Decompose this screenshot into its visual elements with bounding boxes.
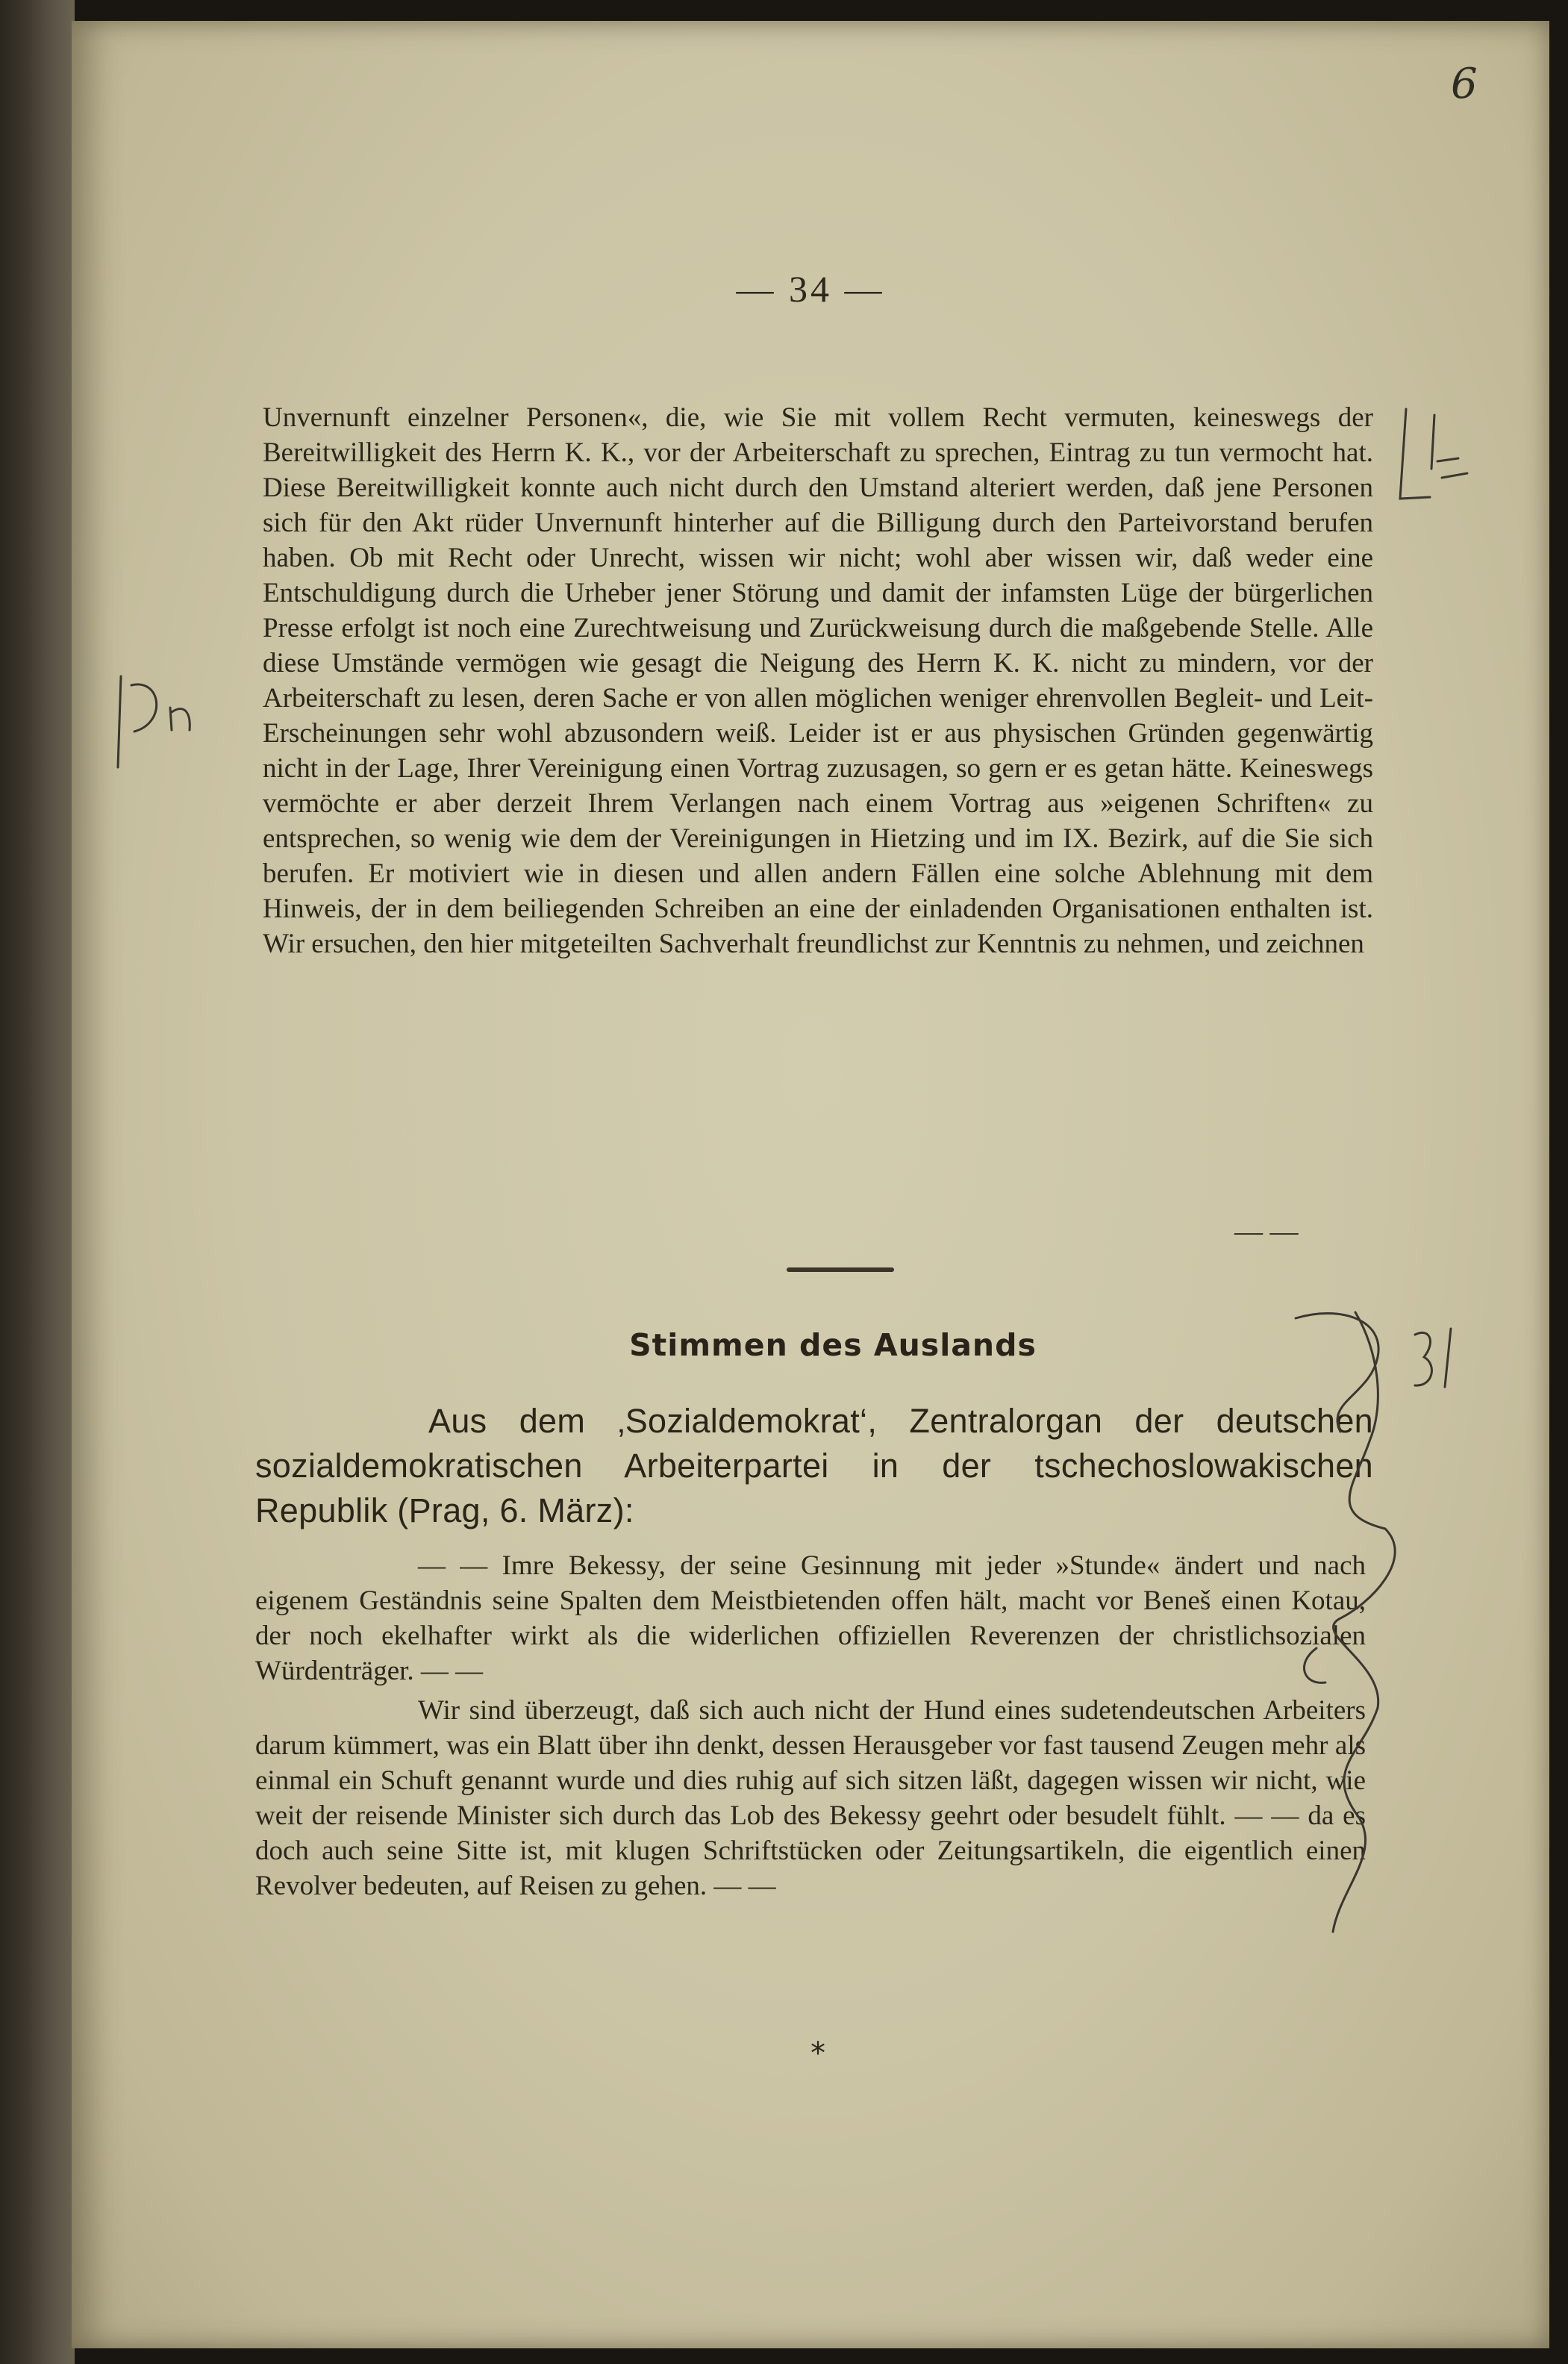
handwritten-annotations [72, 21, 1549, 2348]
letter-text: Unvernunft einzelner Personen«, die, wie Sie mit vollem Recht vermuten, keineswegs der Bereitwilligkeit des Herrn K. K., vor der Arbeiterschaft zu sprechen, Eintrag zu tun vermocht hat. Diese Bereitwilligkeit konnte auch nicht durch den Umstand alteriert werden, daß jene Personen sich für den Akt rüder Unvernunft hinterher auf die Billigung durch den Parteivorstand berufen haben. Ob mit Recht oder Unrecht, wissen wir nicht; wohl aber wissen wir, daß weder eine Entschuldigung durch die Urheber jener Störung und damit der infamsten Lüge der bürgerlichen Presse erfolgt ist noch eine Zurechtweisung und Zurückweisung durch die maßgebende Stelle. Alle diese Umstände vermögen wie gesagt die Neigung des Herrn K. K. nicht zu mindern, vor der Arbeiterschaft zu lesen, deren Sache er von allen möglichen weniger ehrenvollen Begleit- und Leit-Erscheinungen sehr wohl abzusondern weiß. Leider ist er aus physischen Gründen gegenwärtig nicht in der Lage, Ihrer Vereinigung einen Vortrag zuzusagen, so gern er es getan hätte. Keineswegs vermöchte er aber derzeit Ihrem Verlangen nach einem Vortrag aus »eigenen Schriften« zu entsprechen, so wenig wie dem der Vereinigungen in Hietzing und im IX. Bezirk, auf die Sie sich berufen. Er motiviert wie in diesen und allen andern Fällen eine solche Ablehnung mit dem Hinweis, der in dem beiliegenden Schreiben an eine der einladenden Organisationen enthalten ist. Wir ersuchen, den hier mitgeteilten Sachverhalt freundlichst zur Kenntnis zu nehmen, und zeichnen [263, 402, 1373, 959]
paragraph-end-dash: — — [1234, 1216, 1299, 1247]
book-binding-edge [0, 0, 75, 2364]
page-number: — 34 — [736, 268, 885, 310]
pencil-mark-right-top [1400, 409, 1467, 499]
intro-text: Aus dem ‚Sozialdemokrat‘, Zentralorgan der deutschen sozialdemokratischen Arbeiterpartei in der tschechoslowakischen Republik (Prag, 6. März): [255, 1402, 1373, 1529]
quote-paragraph-2: Wir sind überzeugt, daß sich auch nicht der Hund eines sudetendeutschen Arbeiters darum kümmert, was ein Blatt über ihn denkt, dessen Herausgeber vor fast tausend Zeugen mehr als einmal ein Schuft genannt wurde und dies ruhig auf sich sitzen läßt, dagegen wissen wir nicht, wie weit der reisende Minister sich durch das Lob des Bekessy geehrt oder besudelt fühlt. — — da es doch auch seine Sitte ist, mit klugen Schriftstücken oder Zeitungsartikeln, die eigentlich einen Revolver bedeuten, auf Reisen zu gehen. — — [255, 1695, 1366, 1901]
section-separator-asterisk: * [810, 2036, 825, 2071]
quote-paragraph-1: — — Imre Bekessy, der seine Gesinnung mit jeder »Stunde« ändert und nach eigenem Geständnis seine Spalten dem Meistbietenden offen hält, macht vor Beneš einen Kotau, der noch ekelhafter wirkt als die widerlichen offiziellen Reverenzen der christlichsozialen Würdenträger. — — [255, 1550, 1366, 1686]
archive-page-number: 6 [1451, 60, 1478, 108]
letter-paragraph [263, 400, 1373, 961]
section-divider-rule [787, 1267, 894, 1272]
pencil-mark-left [118, 676, 190, 767]
section-intro [255, 1399, 1373, 1533]
section-heading: Stimmen des Auslands [629, 1327, 1037, 1363]
book-page [72, 21, 1549, 2348]
quoted-article [255, 1548, 1366, 1903]
